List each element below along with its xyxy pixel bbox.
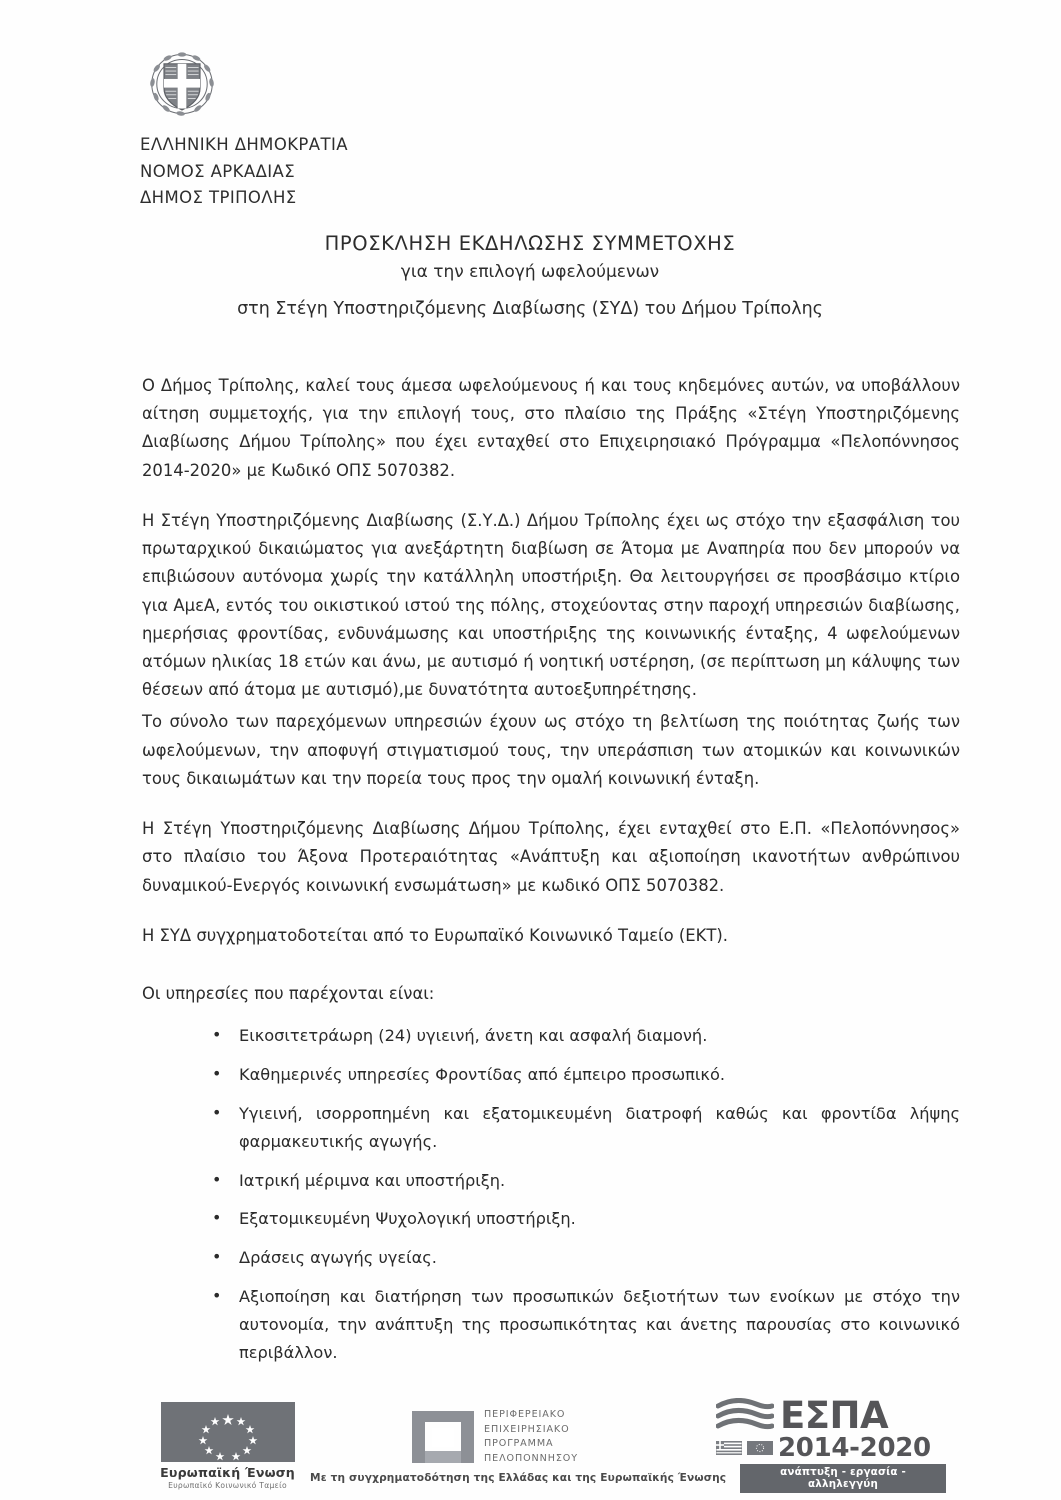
greek-flag-icon xyxy=(716,1441,742,1455)
regional-programme-logo xyxy=(412,1408,578,1466)
list-item: • Δράσεις αγωγής υγείας. xyxy=(204,1244,960,1272)
services-list xyxy=(142,1022,960,1367)
eu-mini-flag-icon xyxy=(747,1441,773,1455)
page-subtitle: για την επιλογή ωφελούμενων xyxy=(400,262,660,282)
page-title: ΠΡΟΣΚΛΗΣΗ ΕΚΔΗΛΩΣΗΣ ΣΥΜΜΕΤΟΧΗΣ xyxy=(324,232,736,255)
list-item: • Εξατομικευμένη Ψυχολογική υποστήριξη. xyxy=(204,1205,960,1233)
paragraph-invitation: Ο Δήμος Τρίπολης, καλεί τους άμεσα ωφελούμενους ή και τους κηδεμόνες αυτών, να υποβάλλουν αίτηση συμμετοχής, για την επιλογή τους, στο πλαίσιο της Πράξης «Στέγη Υποστηριζόμενης Διαβίωσης Δήμου Τρίπολης» που έχει ενταχθεί στο Επιχειρησιακό Πρόγραμμα «Πελοπόννησος 2014-2020» με Κωδικό ΟΠΣ 5070382. xyxy=(142,376,960,480)
programme-name xyxy=(484,1408,578,1466)
programme-line-3: ΠΡΟΓΡΑΜΜΑ xyxy=(484,1438,554,1450)
paragraph-purpose: Η Στέγη Υποστηριζόμενης Διαβίωσης (Σ.Υ.Δ.) Δήμου Τρίπολης έχει ως στόχο την εξασφάλιση του πρωταρχικού δικαιώματος για ανεξάρτητη διαβίωση σε Άτομα με Αναπηρία που δεν μπορούν να επιβιώσουν αυτόνομα χωρίς την κατάλληλη υποστήριξη. Θα λειτουργήσει σε προσβάσιμο κτίριο για ΑμεΑ, εντός του οικιστικού ιστού της πόλης, στοχεύοντας στην παροχή υπηρεσιών διαβίωσης, ημερήσιας φροντίδας, ενδυνάμωσης και υποστήριξης της κοινωνικής ένταξης, 4 ωφελούμενων ατόμων ηλικίας 18 ετών και άνω, με αυτισμό ή νοητική υστέρηση, (σε περίπτωση μη κάλυψης των θέσεων από άτομα με αυτισμό),με δυνατότητα αυτοεξυπηρέτησης. xyxy=(142,510,960,700)
programme-line-4: ΠΕΛΟΠΟΝΝΗΣΟΥ xyxy=(484,1452,578,1464)
document-header xyxy=(140,48,560,212)
peloponnese-programme-icon xyxy=(412,1411,474,1463)
cofunding-statement: Με τη συγχρηματοδότηση της Ελλάδας και της Ευρωπαϊκής Ένωσης xyxy=(310,1472,727,1484)
paragraph-programme: Η Στέγη Υποστηριζόμενης Διαβίωσης Δήμου Τρίπολης, έχει ενταχθεί στο Ε.Π. «Πελοπόννησος» στο πλαίσιο του Άξονα Προτεραιότητας «Ανάπτυξη και αξιοποίηση ικανοτήτων ανθρώπινου δυναμικού-Ενεργός κοινωνική ενσωμάτωση» με κωδικό ΟΠΣ 5070382. xyxy=(142,819,960,895)
espa-slogan: ανάπτυξη - εργασία - αλληλεγγύη xyxy=(740,1464,946,1493)
espa-period: 2014-2020 xyxy=(778,1433,931,1463)
paragraph-goals: Το σύνολο των παρεχόμενων υπηρεσιών έχουν ως στόχο τη βελτίωση της ποιότητας ζωής των ωφελούμενων, την αποφυγή στιγματισμού τους, την υπεράσπιση των ατομικών και κοινωνικών τους δικαιωμάτων και την πορεία τους προς την ομαλή κοινωνική ένταξη. xyxy=(142,712,960,788)
programme-line-1: ΠΕΡΙΦΕΡΕΙΑΚΟ xyxy=(484,1409,566,1420)
document-body xyxy=(142,372,960,1378)
authority-line-municipality: ΔΗΜΟΣ ΤΡΙΠΟΛΗΣ xyxy=(140,188,297,208)
list-item: • Υγιεινή, ισορροπημένη και εξατομικευμένη διατροφή καθώς και φροντίδα λήψης φαρμακευτικής αγωγής. xyxy=(204,1100,960,1156)
services-intro: Οι υπηρεσίες που παρέχονται είναι: xyxy=(142,983,435,1003)
list-item: • Καθημερινές υπηρεσίες Φροντίδας από έμπειρο προσωπικό. xyxy=(204,1061,960,1089)
document-footer xyxy=(0,1393,1061,1500)
document-title-block xyxy=(130,232,930,319)
espa-wordmark: ΕΣΠΑ xyxy=(780,1393,889,1437)
list-item: • Αξιοποίηση και διατήρηση των προσωπικών δεξιοτήτων των ενοίκων με στόχο την αυτονομία, την ανάπτυξη της προσωπικότητας και άνετης παρουσίας στο κοινωνικό περιβάλλον. xyxy=(204,1283,960,1367)
paragraph-funding: Η ΣΥΔ συγχρηματοδοτείται από το Ευρωπαϊκό Κοινωνικό Ταμείο (ΕΚΤ). xyxy=(142,925,728,945)
authority-line-prefecture: ΝΟΜΟΣ ΑΡΚΑΔΙΑΣ xyxy=(140,161,296,181)
page-subtitle-secondary: στη Στέγη Υποστηριζόμενης Διαβίωσης (ΣΥΔ) του Δήμου Τρίπολης xyxy=(237,299,823,319)
list-item: • Εικοσιτετράωρη (24) υγιεινή, άνετη και ασφαλή διαμονή. xyxy=(204,1022,960,1050)
authority-line-country: ΕΛΛΗΝΙΚΗ ΔΗΜΟΚΡΑΤΙΑ xyxy=(140,135,348,154)
european-union-logo xyxy=(150,1402,305,1490)
espa-logo xyxy=(716,1393,946,1493)
eu-logo-label: Ευρωπαϊκή Ένωση xyxy=(160,1465,295,1480)
espa-waves-icon xyxy=(716,1398,774,1432)
eu-fund-label: Ευρωπαϊκό Κοινωνικό Ταμείο xyxy=(168,1481,287,1491)
greek-coat-of-arms-icon xyxy=(146,48,218,120)
programme-line-2: ΕΠΙΧΕΙΡΗΣΙΑΚΟ xyxy=(484,1423,570,1435)
issuing-authority xyxy=(140,132,560,212)
eu-flag-icon xyxy=(161,1402,295,1462)
list-item: • Ιατρική μέριμνα και υποστήριξη. xyxy=(204,1167,960,1195)
